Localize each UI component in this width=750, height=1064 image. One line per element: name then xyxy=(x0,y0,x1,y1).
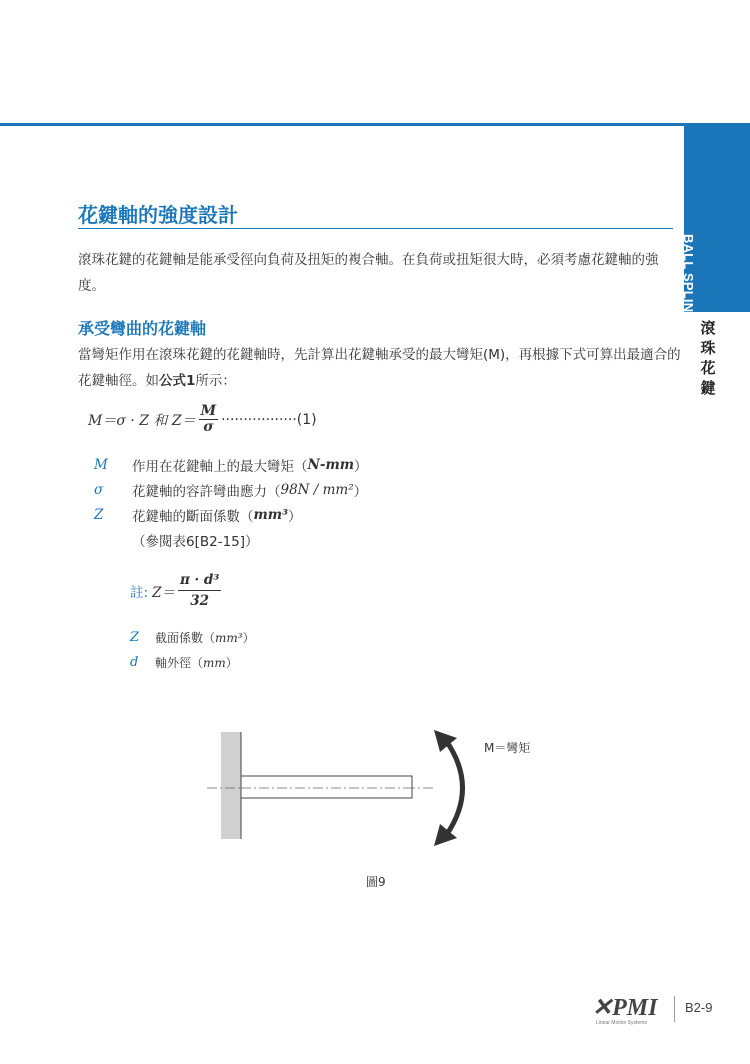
definition-close: ） xyxy=(287,508,302,525)
figure-caption: 圖9 xyxy=(366,875,386,889)
formula-lhs: M＝σ · Z 和 Z＝ xyxy=(88,412,196,429)
definition-close: ） xyxy=(354,458,368,475)
formula-number: (1) xyxy=(296,411,317,428)
fixed-wall xyxy=(221,732,241,839)
footer-separator xyxy=(674,996,675,1022)
definition-symbol: M xyxy=(94,456,108,473)
definition-unit: N-mm xyxy=(307,456,355,473)
logo-x-icon: ✕ xyxy=(592,995,613,1021)
subheading: 承受彎曲的花鍵軸 xyxy=(78,319,207,338)
section-tab-english: BALL SPLINE xyxy=(681,234,696,322)
definition-unit: 98N / mm² xyxy=(280,481,354,498)
definition-close: ） xyxy=(353,483,368,500)
note-definition-close: ） xyxy=(225,656,238,670)
note-definition-unit: mm³ xyxy=(215,630,243,645)
spline-shaft xyxy=(241,776,412,798)
note-denominator: 32 xyxy=(190,593,210,609)
definition-text: 花鍵軸的容許彎曲應力（ xyxy=(132,483,281,500)
note-definition-symbol: d xyxy=(130,655,139,670)
note-definition-symbol: Z xyxy=(130,630,140,645)
note-lhs: Z＝ xyxy=(152,584,175,601)
definition-symbol: σ xyxy=(94,481,104,498)
logo-subtitle: Linear Motion Systems xyxy=(596,1020,647,1026)
formula-numerator: M xyxy=(200,403,217,419)
definition-unit: mm³ xyxy=(253,506,288,523)
page-number: B2-9 xyxy=(685,1000,713,1015)
note-definition-unit: mm xyxy=(203,655,226,670)
note-definition-text: 軸外徑（ xyxy=(155,656,204,670)
formula-denominator: σ xyxy=(203,419,214,435)
section-tab-chinese: 滾珠花鍵 xyxy=(700,319,716,397)
note-label: 註: xyxy=(130,584,149,601)
formula-reference: 公式1 xyxy=(159,373,196,389)
note-definition-text: 截面係數（ xyxy=(155,631,216,645)
intro-paragraph: 滾珠花鍵的花鍵軸是能承受徑向負荷及扭矩的複合軸。在負荷或扭矩很大時，必須考慮花鍵軸的強度。 xyxy=(78,252,659,294)
note-numerator: π · d³ xyxy=(178,570,221,591)
definition-text: 花鍵軸的斷面係數（ xyxy=(132,508,254,525)
note-definition-close: ） xyxy=(242,631,255,645)
paragraph-text-end: 所示： xyxy=(195,373,236,389)
page-heading: 花鍵軸的強度設計 xyxy=(78,203,238,227)
formula-dots: ················· xyxy=(221,411,297,428)
pmi-logo xyxy=(592,993,657,1022)
moment-label: M＝彎矩 xyxy=(484,741,531,755)
reference-text: （參閱表6[B2-15]） xyxy=(132,533,259,550)
definition-text: 作用在花鍵軸上的最大彎矩（ xyxy=(132,458,308,475)
logo-text: PMI xyxy=(612,995,658,1021)
paragraph-text: 當彎矩作用在滾珠花鍵的花鍵軸時，先計算出花鍵軸承受的最大彎矩(M)，再根據下式可算出最適合的花鍵軸徑。如 xyxy=(78,347,681,389)
bending-moment-arrow xyxy=(447,742,463,834)
definition-symbol: Z xyxy=(94,506,104,523)
